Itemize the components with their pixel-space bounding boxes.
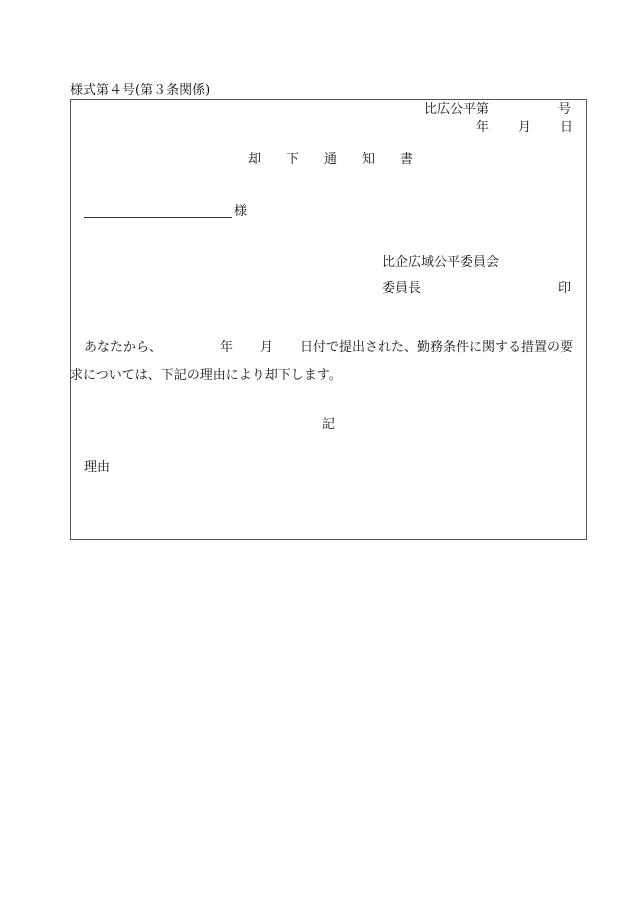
date-year-label: 年 xyxy=(476,120,490,135)
form-number-label: 様式第４号(第３条関係) xyxy=(70,83,211,98)
reason-label: 理由 xyxy=(84,460,111,475)
title-char: 却 xyxy=(248,152,262,167)
body-text-rest: 日付で提出された、勤務条件に関する措置の要 xyxy=(300,340,574,355)
document-number xyxy=(424,102,572,117)
document-number-suffix: 号 xyxy=(558,102,572,117)
issuer-committee: 比企広域公平委員会 xyxy=(382,255,500,270)
addressee-name-line xyxy=(84,217,232,218)
body-month-label: 月 xyxy=(260,340,274,355)
addressee-honorific: 様 xyxy=(234,204,248,219)
title-char: 書 xyxy=(400,152,414,167)
date-month-label: 月 xyxy=(518,120,532,135)
body-intro: あなたから、 xyxy=(84,340,163,355)
body-paragraph-line2: 求については、下記の理由により却下します。 xyxy=(70,368,342,383)
document-number-prefix: 比広公平第 xyxy=(424,102,490,117)
date-day-label: 日 xyxy=(560,120,574,135)
ki-heading: 記 xyxy=(322,417,336,432)
title-char: 知 xyxy=(362,152,376,167)
issuer-chair: 委員長 xyxy=(382,281,422,296)
title-char: 通 xyxy=(324,152,338,167)
seal-mark: 印 xyxy=(558,281,572,296)
title-char: 下 xyxy=(286,152,300,167)
body-year-label: 年 xyxy=(220,340,234,355)
